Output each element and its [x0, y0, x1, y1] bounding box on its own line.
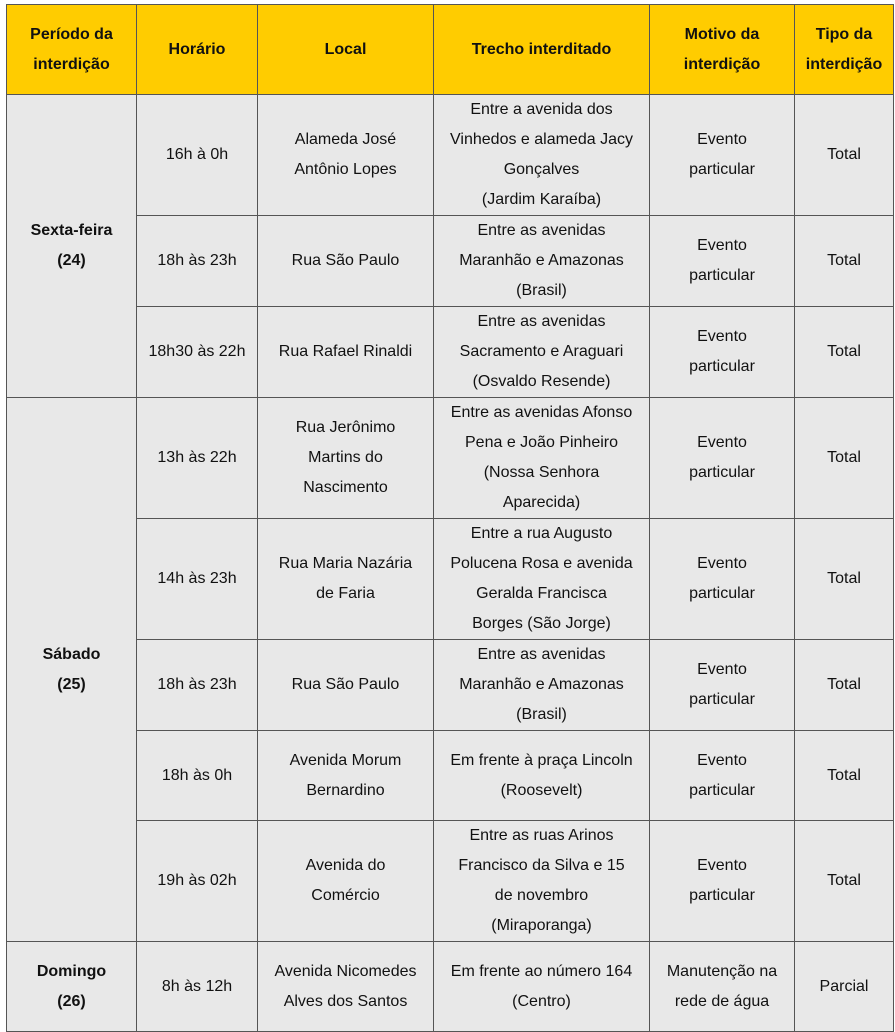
- trecho-cell: Em frente ao número 164 (Centro): [434, 942, 650, 1032]
- motivo-cell: Evento particular: [650, 519, 795, 640]
- local-cell: Alameda José Antônio Lopes: [258, 95, 434, 216]
- header-periodo: Período da interdição: [7, 5, 137, 95]
- motivo-cell: Evento particular: [650, 95, 795, 216]
- local-cell: Rua São Paulo: [258, 216, 434, 307]
- motivo-cell: Evento particular: [650, 640, 795, 731]
- trecho-cell: Entre as ruas Arinos Francisco da Silva e 15 de novembro (Miraporanga): [434, 821, 650, 942]
- road-closure-table: [6, 4, 894, 1032]
- trecho-cell: Entre as avenidas Maranhão e Amazonas (Brasil): [434, 640, 650, 731]
- motivo-cell: Manutenção na rede de água: [650, 942, 795, 1032]
- table-row: [7, 821, 894, 942]
- horario-cell: 18h30 às 22h: [137, 307, 258, 398]
- trecho-cell: Entre as avenidas Maranhão e Amazonas (Brasil): [434, 216, 650, 307]
- horario-cell: 14h às 23h: [137, 519, 258, 640]
- tipo-cell: Total: [795, 216, 894, 307]
- local-cell: Rua Maria Nazária de Faria: [258, 519, 434, 640]
- trecho-cell: Entre a avenida dos Vinhedos e alameda Jacy Gonçalves (Jardim Karaíba): [434, 95, 650, 216]
- horario-cell: 8h às 12h: [137, 942, 258, 1032]
- trecho-cell: Entre as avenidas Afonso Pena e João Pinheiro (Nossa Senhora Aparecida): [434, 398, 650, 519]
- horario-cell: 13h às 22h: [137, 398, 258, 519]
- table-row: [7, 942, 894, 1032]
- local-cell: Avenida Morum Bernardino: [258, 731, 434, 821]
- header-local: Local: [258, 5, 434, 95]
- motivo-cell: Evento particular: [650, 307, 795, 398]
- horario-cell: 16h à 0h: [137, 95, 258, 216]
- tipo-cell: Total: [795, 398, 894, 519]
- local-cell: Rua Jerônimo Martins do Nascimento: [258, 398, 434, 519]
- table-header-row: [7, 5, 894, 95]
- local-cell: Rua São Paulo: [258, 640, 434, 731]
- motivo-cell: Evento particular: [650, 821, 795, 942]
- period-cell-sexta: Sexta-feira (24): [7, 95, 137, 398]
- local-cell: Rua Rafael Rinaldi: [258, 307, 434, 398]
- trecho-cell: Entre as avenidas Sacramento e Araguari (Osvaldo Resende): [434, 307, 650, 398]
- table-row: [7, 398, 894, 519]
- local-cell: Avenida do Comércio: [258, 821, 434, 942]
- motivo-cell: Evento particular: [650, 731, 795, 821]
- table-row: [7, 307, 894, 398]
- tipo-cell: Total: [795, 307, 894, 398]
- table-row: [7, 216, 894, 307]
- table-row: [7, 95, 894, 216]
- tipo-cell: Total: [795, 519, 894, 640]
- tipo-cell: Total: [795, 821, 894, 942]
- local-cell: Avenida Nicomedes Alves dos Santos: [258, 942, 434, 1032]
- motivo-cell: Evento particular: [650, 216, 795, 307]
- period-cell-domingo: Domingo (26): [7, 942, 137, 1032]
- period-cell-sabado: Sábado (25): [7, 398, 137, 942]
- tipo-cell: Parcial: [795, 942, 894, 1032]
- header-tipo: Tipo da interdição: [795, 5, 894, 95]
- header-trecho: Trecho interditado: [434, 5, 650, 95]
- horario-cell: 19h às 02h: [137, 821, 258, 942]
- table-row: [7, 519, 894, 640]
- trecho-cell: Entre a rua Augusto Polucena Rosa e avenida Geralda Francisca Borges (São Jorge): [434, 519, 650, 640]
- header-horario: Horário: [137, 5, 258, 95]
- header-motivo: Motivo da interdição: [650, 5, 795, 95]
- motivo-cell: Evento particular: [650, 398, 795, 519]
- tipo-cell: Total: [795, 731, 894, 821]
- horario-cell: 18h às 23h: [137, 216, 258, 307]
- table-row: [7, 640, 894, 731]
- trecho-cell: Em frente à praça Lincoln (Roosevelt): [434, 731, 650, 821]
- horario-cell: 18h às 0h: [137, 731, 258, 821]
- tipo-cell: Total: [795, 95, 894, 216]
- tipo-cell: Total: [795, 640, 894, 731]
- table-row: [7, 731, 894, 821]
- horario-cell: 18h às 23h: [137, 640, 258, 731]
